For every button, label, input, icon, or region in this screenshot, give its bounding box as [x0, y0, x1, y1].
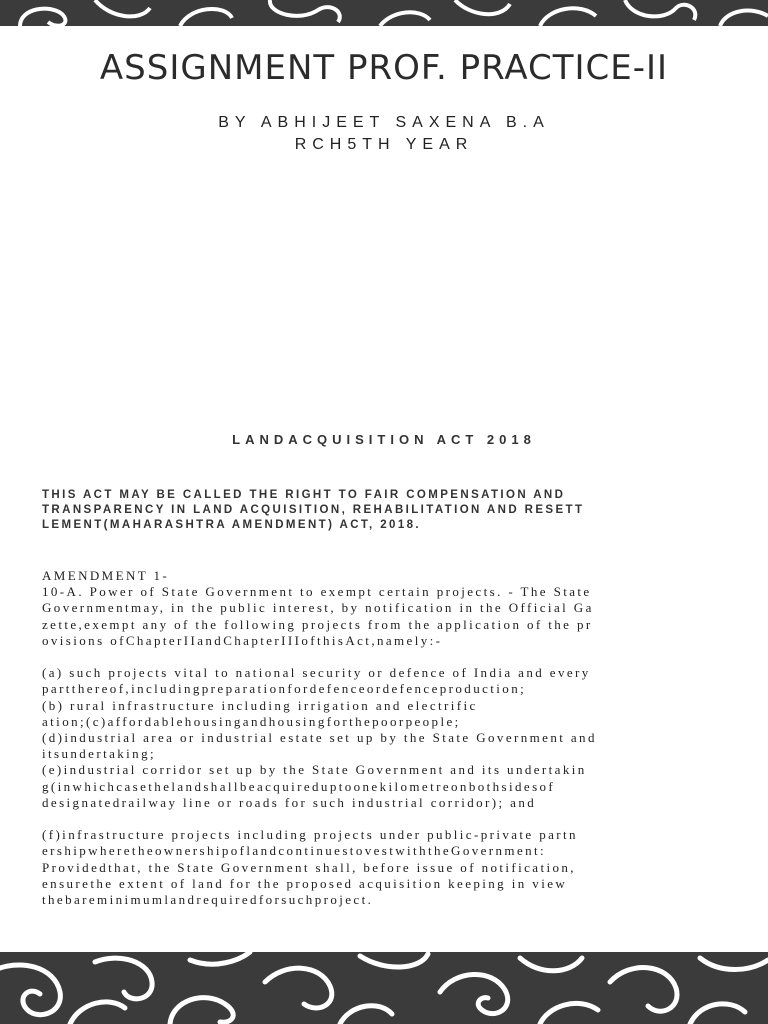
text-line: Providedthat, the State Government shall, before issue of notification, — [42, 859, 576, 875]
text-line: designatedrailway line or roads for such industrial corridor); and — [42, 794, 537, 810]
document-page — [0, 26, 768, 952]
text-line: ensurethe extent of land for the proposed acquisition keeping in view — [42, 875, 568, 891]
page-title: ASSIGNMENT PROF. PRACTICE-II — [99, 48, 669, 88]
text-line: ershipwheretheownershipoflandcontinuestovestwiththeGovernment: — [42, 843, 547, 859]
act-name-paragraph — [42, 488, 642, 533]
byline-line: BY ABHIJEET SAXENA B.A — [218, 114, 550, 131]
text-line: Governmentmay, in the public interest, by notification in the Official Ga — [42, 600, 594, 616]
text-line: (a) such projects vital to national security or defence of India and every — [42, 665, 591, 681]
text-line: partthereof,includingpreparationfordefenceordefenceproduction; — [42, 681, 527, 697]
amendment-body — [42, 568, 732, 908]
text-line: ovisions ofChapterIIandChapterIIIofthisAct,namely:- — [42, 632, 443, 648]
text-line: zette,exempt any of the following projects from the application of the pr — [42, 616, 593, 632]
act-name-line: TRANSPARENCY IN LAND ACQUISITION, REHABILITATION AND RESETT — [42, 504, 585, 516]
text-line: 10-A. Power of State Government to exempt certain projects. - The State — [42, 584, 592, 600]
section-heading: LANDACQUISITION ACT 2018 — [232, 432, 536, 447]
act-name-line: THIS ACT MAY BE CALLED THE RIGHT TO FAIR COMPENSATION AND — [42, 489, 566, 501]
text-line: ation;(c)affordablehousingandhousingforthepoorpeople; — [42, 713, 461, 729]
paragraph-gap — [42, 811, 732, 827]
swirl-pattern-bottom — [0, 952, 768, 1024]
decorative-top-border — [0, 0, 768, 26]
paragraph-gap — [42, 649, 732, 665]
amendment-heading: AMENDMENT 1- — [42, 568, 170, 583]
byline-line: RCH5TH YEAR — [294, 136, 474, 153]
swirl-pattern-top — [0, 0, 768, 26]
text-line: itsundertaking; — [42, 746, 156, 762]
text-line: (e)industrial corridor set up by the State Government and its undertakin — [42, 762, 587, 778]
text-line: (f)infrastructure projects including projects under public-private partn — [42, 827, 578, 843]
text-line: g(inwhichcasethelandshallbeacquireduptoonekilometreonbothsidesof — [42, 778, 556, 794]
text-line: thebareminimumlandrequiredforsuchproject. — [42, 892, 374, 908]
author-byline — [0, 112, 768, 156]
decorative-bottom-border — [0, 952, 768, 1024]
act-name-line: LEMENT(MAHARASHTRA AMENDMENT) ACT, 2018. — [42, 519, 422, 531]
text-line: (d)industrial area or industrial estate set up by the State Government and — [42, 730, 597, 746]
text-line: (b) rural infrastructure including irrigation and electrific — [42, 697, 478, 713]
